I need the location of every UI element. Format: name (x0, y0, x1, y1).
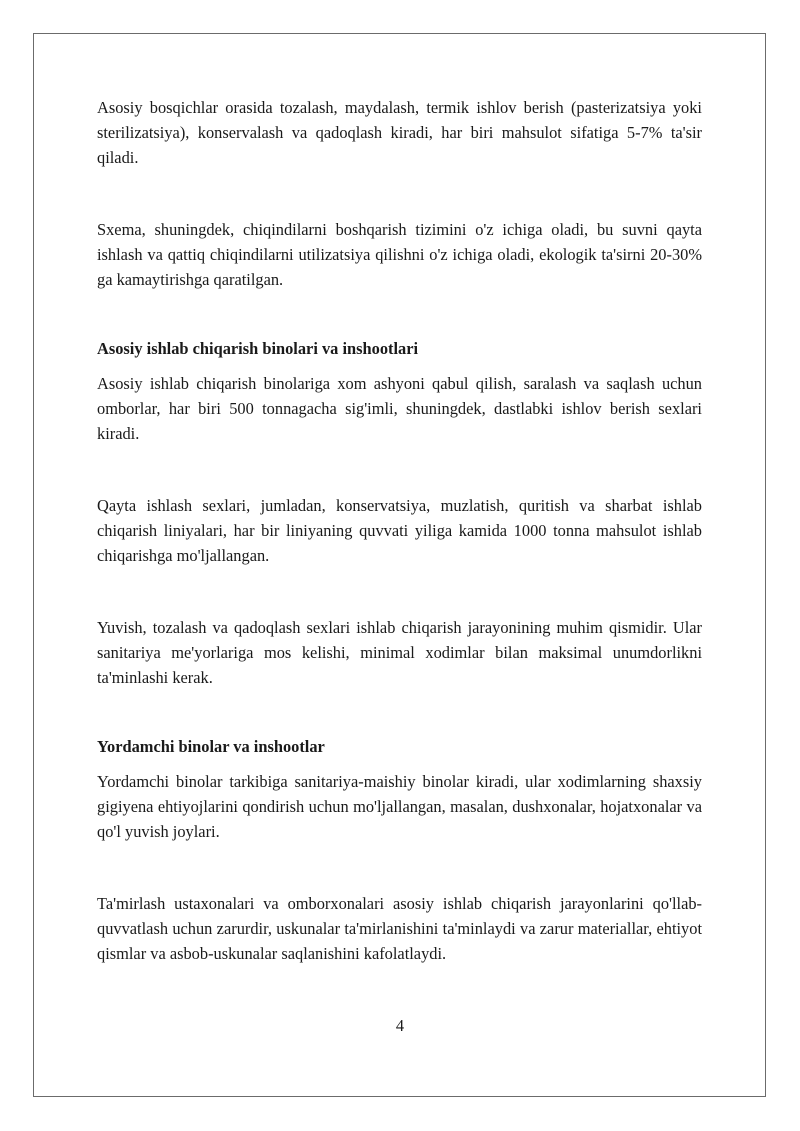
document-body (97, 95, 702, 966)
paragraph-processing-stages: Asosiy bosqichlar orasida tozalash, maydalash, termik ishlov berish (pasterizatsiya yoki sterilizatsiya), konservalash va qadoqlash kiradi, har biri mahsulot sifatiga 5-7% ta'sir qiladi. (97, 98, 702, 167)
heading-auxiliary-buildings: Yordamchi binolar va inshootlar (97, 737, 325, 756)
paragraph-repair-workshops: Ta'mirlash ustaxonalari va omborxonalari asosiy ishlab chiqarish jarayonlarini qo'llab-quvvatlash uchun zarurdir, uskunalar ta'mirlanishini ta'minlaydi va zarur materiallar, ehtiyot qismlar va asbob-uskunalar saqlanishini kafolatlaydi. (97, 894, 702, 963)
heading-main-production-buildings: Asosiy ishlab chiqarish binolari va inshootlari (97, 339, 419, 358)
paragraph-washing-packing: Yuvish, tozalash va qadoqlash sexlari ishlab chiqarish jarayonining muhim qismidir. Ular sanitariya me'yorlariga mos kelishi, minimal xodimlar bilan maksimal unumdorlikni ta'minlashi kerak. (97, 618, 702, 687)
paragraph-processing-workshops: Qayta ishlash sexlari, jumladan, konservatsiya, muzlatish, quritish va sharbat ishlab chiqarish liniyalari, har bir liniyaning quvvati yiliga kamida 1000 tonna mahsulot ishlab chiqarishga mo'ljallangan. (97, 496, 702, 565)
paragraph-storage-warehouses: Asosiy ishlab chiqarish binolariga xom ashyoni qabul qilish, saralash va saqlash uchun omborlar, har biri 500 tonnagacha sig'imli, shuningdek, dastlabki ishlov berish sexlari kiradi. (97, 374, 702, 443)
page-number: 4 (395, 1016, 405, 1035)
paragraph-sanitary-buildings: Yordamchi binolar tarkibiga sanitariya-maishiy binolar kiradi, ular xodimlarning shaxsiy gigiyena ehtiyojlarini qondirish uchun mo'ljallangan, masalan, dushxonalar, hojatxonalar va qo'l yuvish joylari. (97, 772, 702, 841)
paragraph-waste-management: Sxema, shuningdek, chiqindilarni boshqarish tizimini o'z ichiga oladi, bu suvni qayta ishlash va qattiq chiqindilarni utilizatsiya qilishni o'z ichiga oladi, ekologik ta'sirni 20-30% ga kamaytirishga qaratilgan. (97, 220, 702, 289)
